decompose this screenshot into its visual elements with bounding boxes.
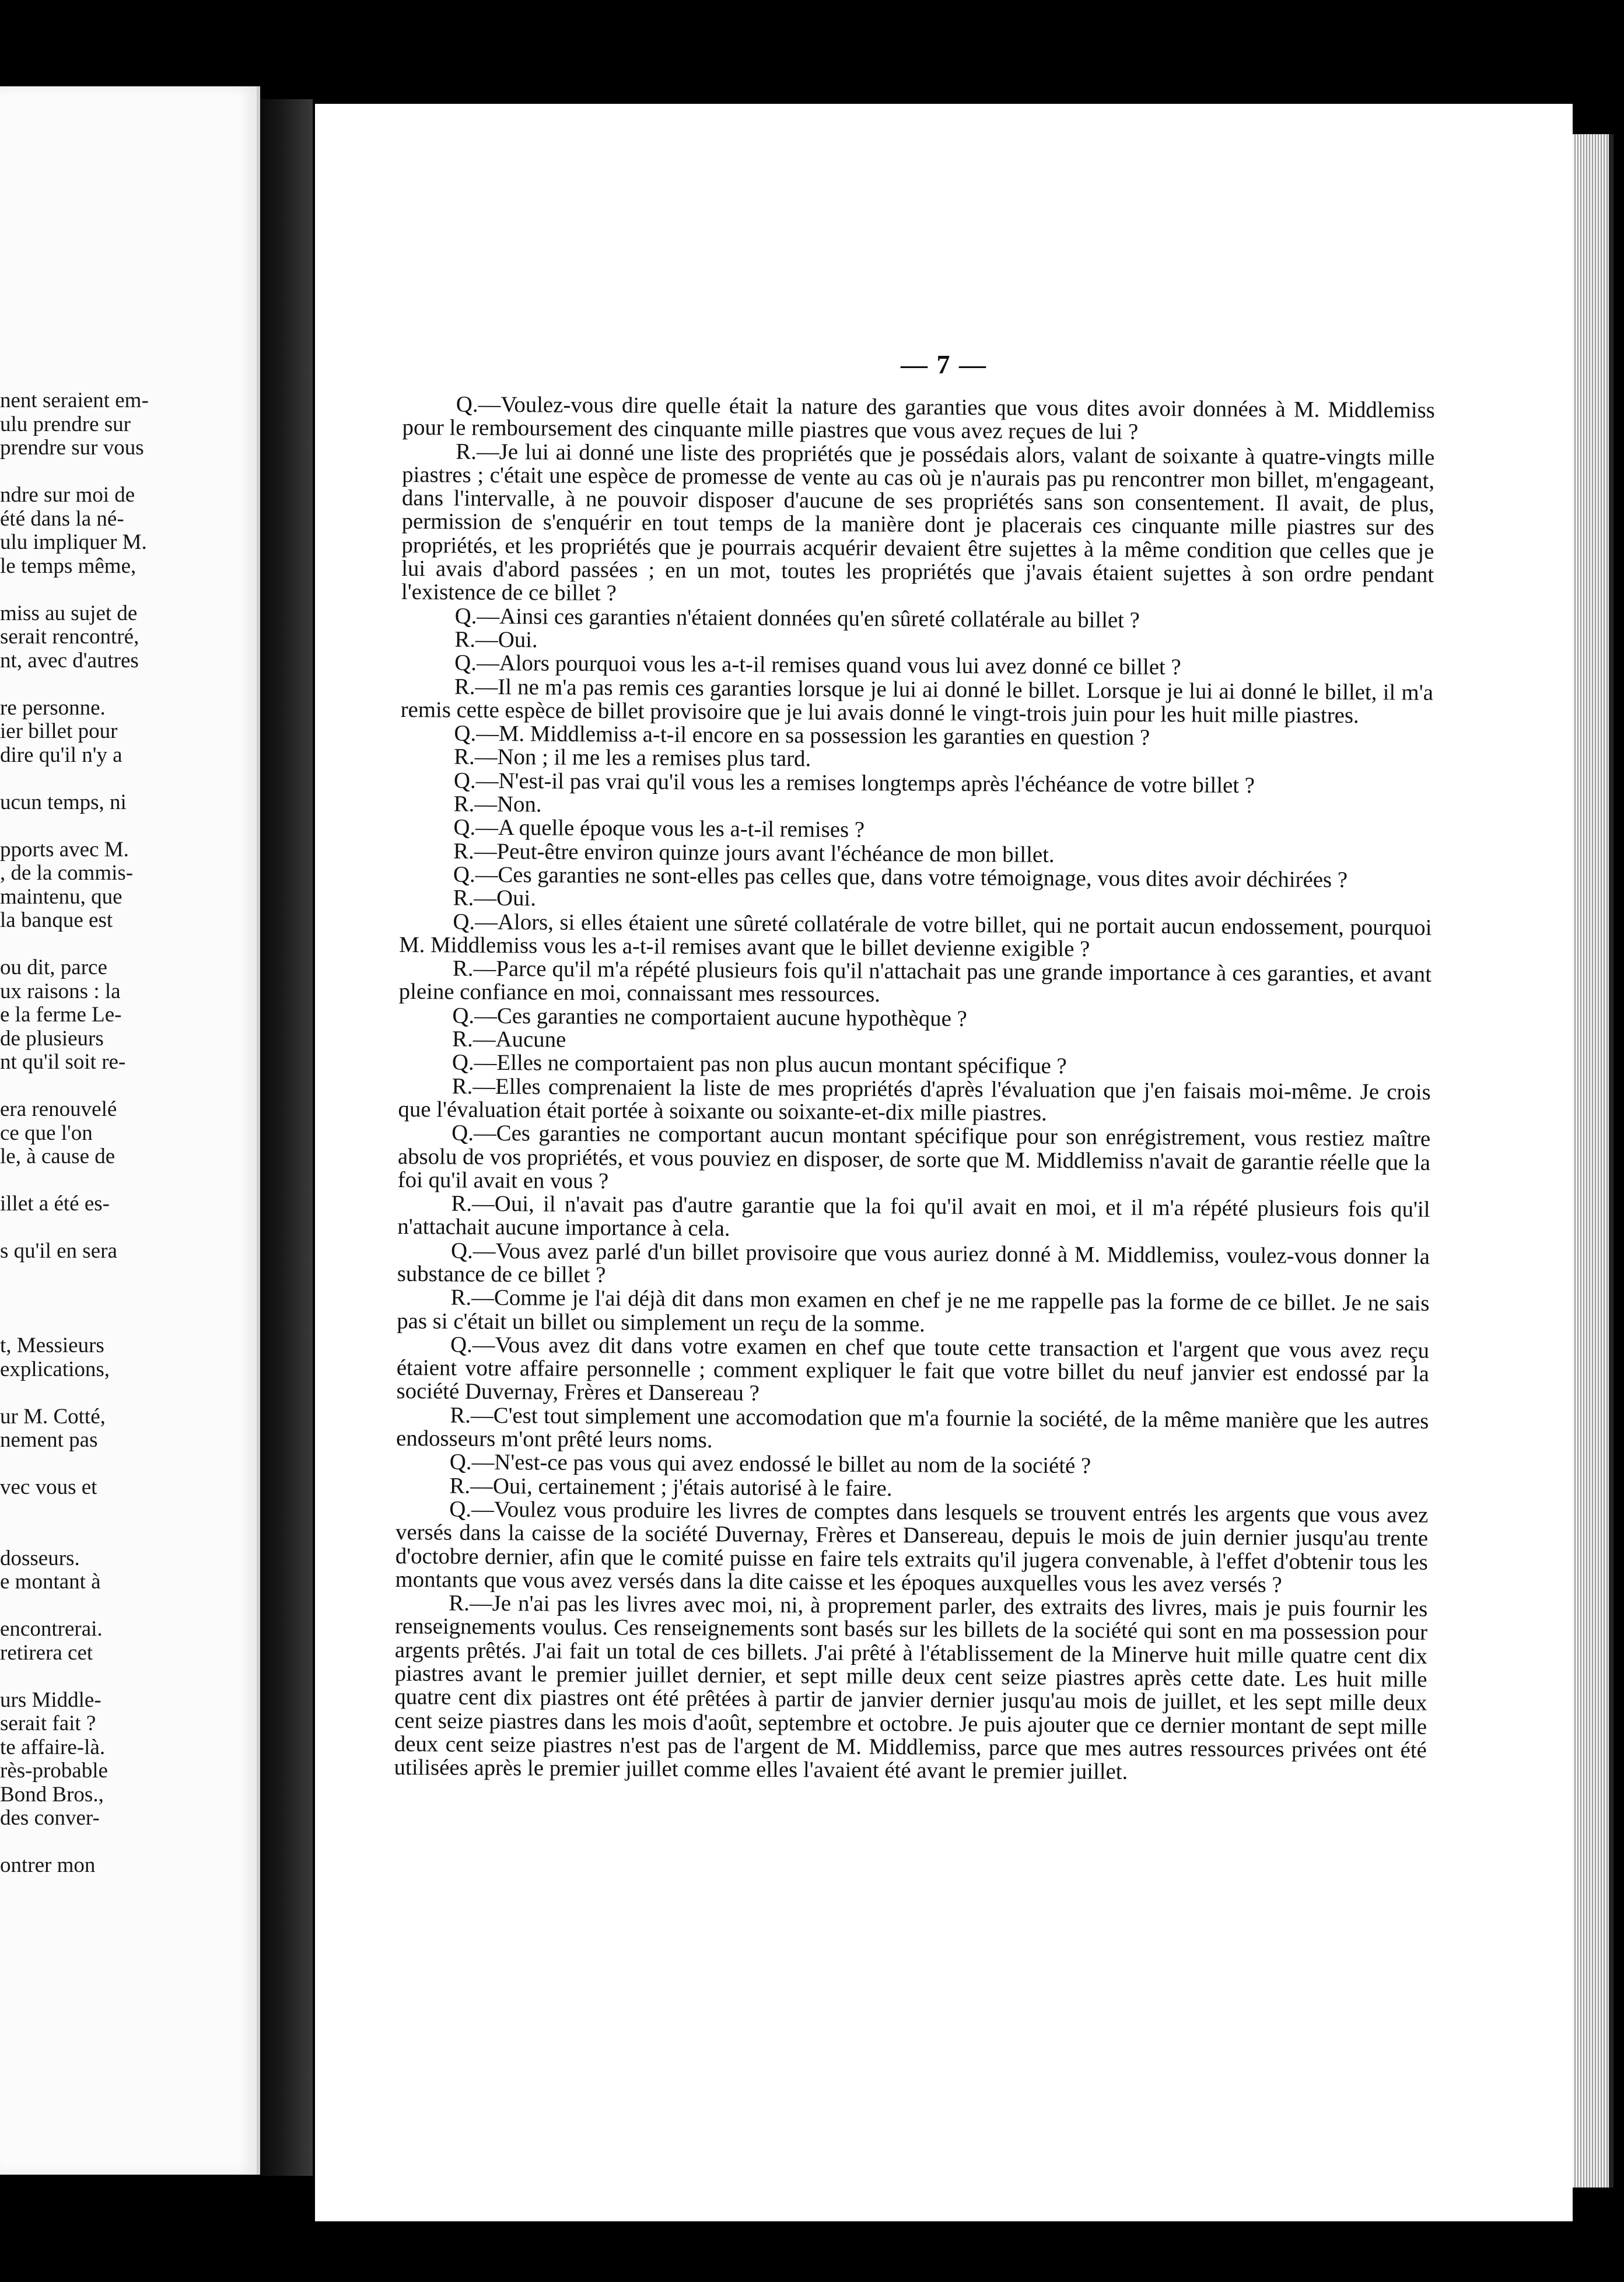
left-page-line: nent seraient em- bbox=[0, 388, 149, 412]
paragraph-text: —Vous avez dit dans votre examen en chef que toute cette transaction et l'argent que vous avez reçu étaient votre affaire personnelle ; comment expliquer le fait que votre billet du neuf janvier est endossé par la société Duvernay, Frères et Dansereau ? bbox=[396, 1332, 1430, 1406]
left-page-line: ce que l'on bbox=[0, 1121, 93, 1145]
speaker-label: Q. bbox=[450, 1332, 473, 1357]
speaker-label: R. bbox=[450, 1284, 472, 1311]
left-page-line: serait fait ? bbox=[0, 1712, 96, 1735]
left-page-line: nt, avec d'autres bbox=[0, 648, 139, 673]
left-page-line: explications, bbox=[0, 1357, 110, 1381]
answer-paragraph bbox=[398, 1074, 1430, 1128]
question-paragraph bbox=[399, 910, 1432, 963]
left-page-line: illet a été es- bbox=[0, 1192, 110, 1216]
speaker-label: Q. bbox=[450, 1238, 473, 1264]
left-page-line: vec vous et bbox=[0, 1475, 97, 1499]
answer-paragraph bbox=[401, 440, 1435, 611]
answer-paragraph bbox=[399, 957, 1432, 1010]
paragraph-text: —Parce qu'il m'a répété plusieurs fois qu'il n'attachait pas une grande importance à ces garanties, et avant pleine confiance en moi, connaissant mes ressources. bbox=[398, 956, 1432, 1007]
paragraph-text: —Alors pourquoi vous les a-t-il remises quand vous lui avez donné ce billet ? bbox=[476, 650, 1181, 680]
speaker-label: R. bbox=[452, 956, 474, 981]
answer-paragraph bbox=[397, 1192, 1430, 1245]
paragraph-text: —Non ; il me les a remises plus tard. bbox=[474, 744, 811, 772]
left-page-line: ulu prendre sur bbox=[0, 412, 131, 436]
paragraph-text: —Aucune bbox=[473, 1026, 566, 1052]
left-page-line: miss au sujet de bbox=[0, 601, 138, 625]
left-page-line: la banque est bbox=[0, 908, 113, 932]
left-page-line: le, à cause de bbox=[0, 1144, 116, 1168]
left-page-line: t, Messieurs bbox=[0, 1334, 104, 1357]
answer-paragraph bbox=[396, 1404, 1429, 1457]
paragraph-text: —A quelle époque vous les a-t-il remises ? bbox=[475, 815, 865, 843]
paragraph-text: —Elles ne comportaient pas non plus aucun montant spécifique ? bbox=[474, 1050, 1067, 1079]
speaker-label: Q. bbox=[452, 1120, 474, 1146]
left-page-line: ulu impliquer M. bbox=[0, 530, 147, 554]
speaker-label: R. bbox=[454, 626, 476, 652]
testimony-text bbox=[394, 393, 1434, 1786]
speaker-label: R. bbox=[453, 838, 474, 864]
speaker-label: Q. bbox=[454, 720, 477, 746]
main-page bbox=[315, 104, 1573, 2221]
question-paragraph bbox=[397, 1239, 1430, 1292]
paragraph-text: —Peut-être environ quinze jours avant l'échéance de mon billet. bbox=[474, 838, 1055, 867]
question-paragraph bbox=[396, 1333, 1429, 1410]
paragraph-text: —Elles comprenaient la liste de mes propriétés d'après l'évaluation que j'en faisais moi-même. Je crois que l'évaluation était portée à soixante ou soixante-et-dix mille piastres. bbox=[398, 1073, 1431, 1126]
left-page-line: e montant à bbox=[0, 1570, 101, 1594]
left-page-line: retirera cet bbox=[0, 1640, 93, 1665]
left-page-line: maintenu, que bbox=[0, 884, 123, 909]
paragraph-text: —Ces garanties ne comportant aucun montant spécifique pour son enrégistrement, vous restiez maître absolu de vos propriétés, et vous pouviez en disposer, de sorte que M. Middlemiss n'avait de garantie réelle que la foi qu'il avait en vous ? bbox=[397, 1120, 1431, 1194]
answer-paragraph bbox=[397, 1286, 1429, 1339]
speaker-label: Q. bbox=[453, 862, 475, 887]
left-page-line: ux raisons : la bbox=[0, 979, 121, 1003]
left-page-line: rès-probable bbox=[0, 1759, 108, 1783]
speaker-label: Q. bbox=[449, 1496, 472, 1522]
left-page-line: nt qu'il soit re- bbox=[0, 1050, 126, 1074]
paragraph-text: —Oui, certainement ; j'étais autorisé à le faire. bbox=[470, 1473, 892, 1501]
left-page-line: , de la commis- bbox=[0, 861, 134, 885]
speaker-label: R. bbox=[451, 1191, 473, 1216]
answer-paragraph bbox=[394, 1591, 1427, 1786]
speaker-label: Q. bbox=[449, 1449, 472, 1475]
left-page-line: ier billet pour bbox=[0, 719, 118, 743]
speaker-label: Q. bbox=[454, 603, 477, 629]
left-page-line: serait rencontré, bbox=[0, 625, 139, 649]
paragraph-text: —Ces garanties ne comportaient aucune hypothèque ? bbox=[474, 1003, 967, 1031]
speaker-label: Q. bbox=[453, 909, 475, 935]
left-page-line: urs Middle- bbox=[0, 1688, 102, 1712]
speaker-label: Q. bbox=[452, 1049, 474, 1076]
speaker-label: R. bbox=[456, 439, 477, 464]
paragraph-text: —Il ne m'a pas remis ces garanties lorsque je lui ai donné le billet. Lorsque je lui ai donné le billet, il m'a remis cette espèce de billet provisoire que je lui avais donné le vingt-trois juin pour les huit mille piastres. bbox=[400, 674, 1434, 728]
paragraph-text: —Voulez vous produire les livres de comptes dans lesquels se trouvent entrés les argents que vous avez versés dans la caisse de la société Duvernay, Frères et Dansereau, depuis le mois de juin dernier jusqu'au trente d'octobre dernier, afin que le comité puisse en faire tels extraits qu'il jugera convenable, à l'effet d'obtenir tous les montants que vous avez versés dans la dite caisse et les époques auxquelles vous les avez versés ? bbox=[395, 1496, 1429, 1598]
speaker-label: Q. bbox=[453, 814, 476, 841]
page-stack-edge bbox=[1573, 134, 1614, 2188]
left-page-line: le temps même, bbox=[0, 554, 136, 578]
question-paragraph bbox=[402, 393, 1435, 446]
speaker-label: R. bbox=[452, 1026, 473, 1052]
paragraph-text: —Ainsi ces garanties n'étaient données qu'en sûreté collatérale au billet ? bbox=[477, 603, 1140, 633]
left-page-line: ou dit, parce bbox=[0, 956, 107, 979]
paragraph-text: —N'est-ce pas vous qui avez endossé le billet au nom de la société ? bbox=[471, 1450, 1091, 1479]
page-number: — 7 — bbox=[901, 349, 987, 379]
answer-paragraph bbox=[401, 675, 1433, 728]
left-page-line: prendre sur vous bbox=[0, 436, 144, 460]
left-page-line: pports avec M. bbox=[0, 837, 129, 862]
paragraph-text: —Je lui ai donné une liste des propriétés que je possédais alors, valant de soixante à quatre-vingts mille piastres ; c'était une espèce de promesse de vente au cas où je n'aurais pas pu rencontrer mon billet, m'engageant, dans l'intervalle, à ne pouvoir disposer d'aucune de ses propriétés sans son consentement. Il avait, de plus, permission de s'enquérir en tout temps de la manière dont je placerais ces cinquante mille piastres sur des propriétés, et les propriétés que je pourrais acquérir devaient être sujettes à la même condition que celles que je lui avais d'abord passées ; en un mot, toutes les propriétés que j'avais étaient sujettes à son ordre pendant l'existence de ce billet ? bbox=[401, 439, 1435, 606]
left-page-line: dosseurs. bbox=[0, 1546, 80, 1570]
speaker-label: Q. bbox=[452, 1003, 475, 1028]
left-page-line: des conver- bbox=[0, 1806, 100, 1830]
question-paragraph bbox=[398, 1121, 1431, 1198]
speaker-label: R. bbox=[450, 1402, 471, 1428]
left-page-line: nement pas bbox=[0, 1428, 98, 1452]
paragraph-text: —Oui, il n'avait pas d'autre garantie que la foi qu'il avait en moi, et il m'a répété plusieurs fois qu'il n'attachait aucune importance à cela. bbox=[397, 1191, 1430, 1241]
left-page-line: e la ferme Le- bbox=[0, 1003, 122, 1027]
paragraph-text: —N'est-il pas vrai qu'il vous les a remises longtemps après l'échéance de votre billet ? bbox=[475, 768, 1255, 798]
left-page-line: ur M. Cotté, bbox=[0, 1404, 106, 1429]
paragraph-text: —Oui. bbox=[474, 885, 537, 911]
speaker-label: Q. bbox=[456, 391, 478, 417]
left-facing-page bbox=[0, 86, 260, 2175]
paragraph-text: —Ces garanties ne sont-elles pas celles que, dans votre témoignage, vous dites avoir déchirées ? bbox=[475, 862, 1348, 892]
question-paragraph bbox=[395, 1497, 1428, 1598]
speaker-label: R. bbox=[452, 1073, 473, 1099]
left-page-line: de plusieurs bbox=[0, 1026, 104, 1051]
left-page-line: encontrerai. bbox=[0, 1617, 103, 1641]
left-page-line: re personne. bbox=[0, 695, 106, 720]
book-gutter-shadow bbox=[260, 99, 313, 2176]
left-page-line: era renouvelé bbox=[0, 1097, 117, 1121]
paragraph-text: —Vous avez parlé d'un billet provisoire que vous auriez donné à M. Middlemiss, voulez-vous donner la substance de ce billet ? bbox=[397, 1238, 1430, 1288]
speaker-label: R. bbox=[449, 1590, 470, 1616]
left-page-line: ndre sur moi de bbox=[0, 483, 135, 507]
left-page-line: s qu'il en sera bbox=[0, 1239, 117, 1263]
paragraph-text: —Alors, si elles étaient une sûreté collatérale de votre billet, qui ne portait aucun endossement, pourquoi M. Middlemiss vous les a-t-il remises avant que le billet devienne exigible ? bbox=[399, 909, 1432, 962]
left-page-line: dire qu'il n'y a bbox=[0, 743, 123, 767]
paragraph-text: —Comme je l'ai déjà dit dans mon examen en chef je ne me rappelle pas la forme de ce billet. Je ne sais pas si c'était un billet ou simplement un reçu de la somme. bbox=[397, 1285, 1430, 1337]
speaker-label: R. bbox=[453, 791, 475, 817]
speaker-label: R. bbox=[449, 1473, 471, 1499]
speaker-label: R. bbox=[453, 885, 474, 911]
left-page-line: ucun temps, ni bbox=[0, 790, 127, 814]
speaker-label: R. bbox=[454, 674, 475, 699]
speaker-label: Q. bbox=[453, 768, 476, 793]
speaker-label: Q. bbox=[454, 650, 477, 676]
left-page-line: Bond Bros., bbox=[0, 1782, 104, 1807]
paragraph-text: —Non. bbox=[474, 791, 542, 817]
paragraph-text: —Je n'ai pas les livres avec moi, ni, à proprement parler, des extraits des livres, mais je puis fournir les renseignements voulus. Ces renseignements sont basés sur les billets de la société qui sont en ma possession pour argents prêtés. J'ai fait un total de ces billets. J'ai prêté à l'établissement de la Minerve huit mille quatre cent dix piastres avant le premier juillet dernier, et sept mille deux cent seize piastres après cette date. Les huit mille quatre cent dix piastres ont été prêtées à partir de janvier dernier jusqu'au mois de juillet, et les sept mille deux cent seize piastres dans les mois d'août, septembre et octobre. Je puis ajouter que ce dernier montant de sept mille deux cent seize piastres n'est pas de l'argent de M. Middlemiss, parce que mes autres ressources privées ont été utilisées après le premier juillet comme elles l'avaient été avant le premier juillet. bbox=[394, 1590, 1428, 1784]
paragraph-text: —C'est tout simplement une accomodation que m'a fournie la société, de la même manière que les autres endosseurs m'ont prêté leurs noms. bbox=[396, 1402, 1429, 1453]
paragraph-text: —Oui. bbox=[475, 626, 538, 653]
left-page-line: été dans la né- bbox=[0, 506, 124, 531]
left-page-line: te affaire-là. bbox=[0, 1735, 106, 1759]
paragraph-text: —Voulez-vous dire quelle était la nature des garanties que vous dites avoir données à M. Middlemiss pour le remboursement des cinquante mille piastres que vous avez reçues de lui ? bbox=[402, 391, 1435, 445]
speaker-label: R. bbox=[454, 744, 475, 770]
left-page-line: ontrer mon bbox=[0, 1853, 96, 1877]
paragraph-text: —M. Middlemiss a-t-il encore en sa possession les garanties en question ? bbox=[476, 720, 1150, 750]
